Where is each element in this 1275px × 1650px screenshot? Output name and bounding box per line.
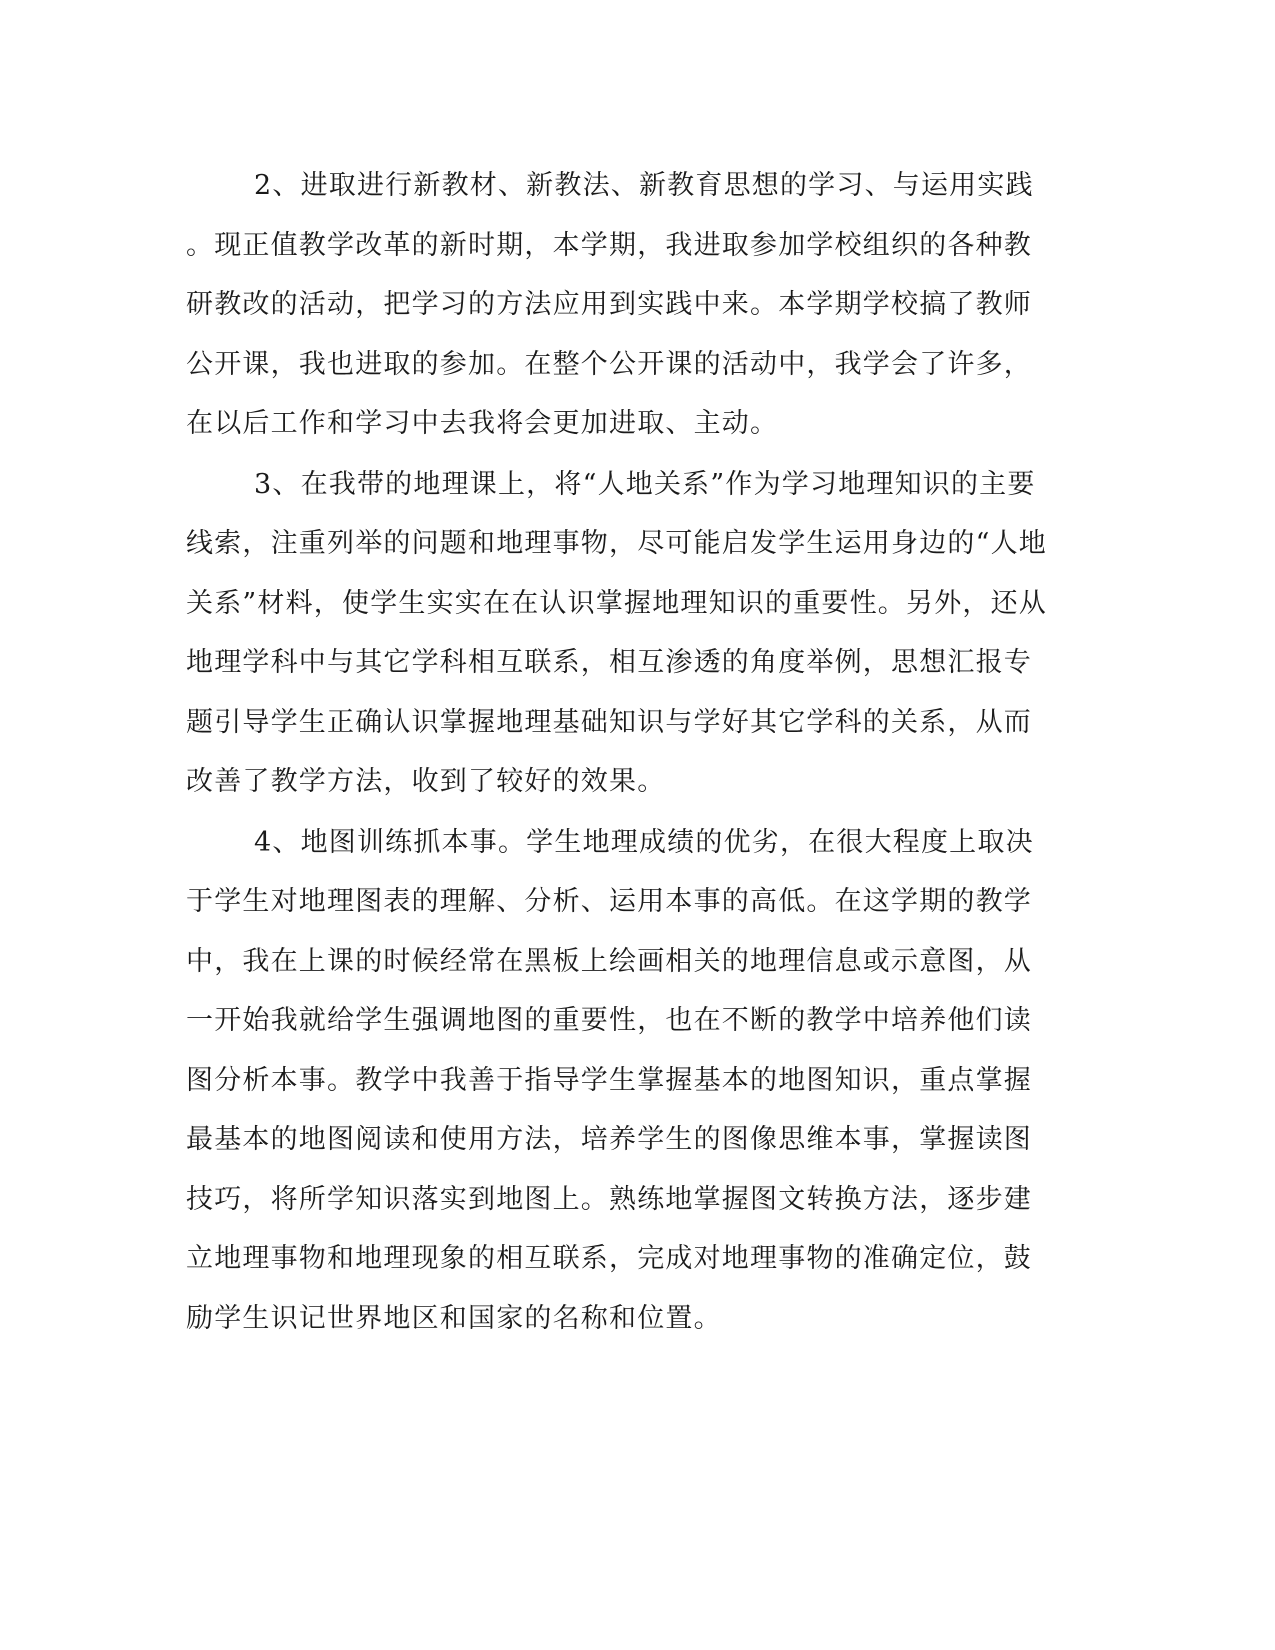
text-line: 地理学科中与其它学科相互联系，相互渗透的角度举例，思想汇报专 bbox=[186, 647, 1032, 678]
text-line: 题引导学生正确认识掌握地理基础知识与学好其它学科的关系，从而 bbox=[186, 706, 1032, 738]
text-line: 最基本的地图阅读和使用方法，培养学生的图像思维本事，掌握读图 bbox=[186, 1124, 1032, 1155]
text-line: 线索，注重列举的问题和地理事物，尽可能启发学生运用身边的“人地 bbox=[186, 528, 1048, 559]
text-line: 一开始我就给学生强调地图的重要性，也在不断的教学中培养他们读 bbox=[186, 1005, 1032, 1036]
text-line: 改善了教学方法，收到了较好的效果。 bbox=[186, 766, 666, 797]
text-line: 立地理事物和地理现象的相互联系，完成对地理事物的准确定位，鼓 bbox=[186, 1243, 1032, 1274]
text-line: 于学生对地理图表的理解、分析、运用本事的高低。在这学期的教学 bbox=[186, 886, 1032, 917]
text-line: 中，我在上课的时候经常在黑板上绘画相关的地理信息或示意图，从 bbox=[186, 945, 1032, 977]
text-line: 4、地图训练抓本事。学生地理成绩的优劣，在很大程度上取决 bbox=[254, 826, 1034, 858]
text-line: 。现正值教学改革的新时期，本学期，我进取参加学校组织的各种教 bbox=[186, 229, 1032, 261]
text-line: 研教改的活动，把学习的方法应用到实践中来。本学期学校搞了教师 bbox=[186, 289, 1032, 320]
text-line: 2、进取进行新教材、新教法、新教育思想的学习、与运用实践 bbox=[254, 170, 1034, 201]
text-line: 技巧，将所学知识落实到地图上。熟练地掌握图文转换方法，逐步建 bbox=[186, 1183, 1032, 1215]
paragraph-2 bbox=[186, 156, 1046, 454]
text-line: 在以后工作和学习中去我将会更加进取、主动。 bbox=[186, 408, 779, 439]
paragraph-4 bbox=[186, 813, 1046, 1349]
text-line: 3、在我带的地理课上，将“人地关系”作为学习地理知识的主要 bbox=[254, 468, 1036, 500]
paragraph-3 bbox=[186, 455, 1046, 812]
text-line: 公开课，我也进取的参加。在整个公开课的活动中，我学会了许多， bbox=[186, 348, 1032, 380]
document-body bbox=[186, 156, 1046, 1349]
text-line: 图分析本事。教学中我善于指导学生掌握基本的地图知识，重点掌握 bbox=[186, 1064, 1032, 1096]
text-line: 励学生识记世界地区和国家的名称和位置。 bbox=[186, 1302, 722, 1334]
text-line: 关系”材料，使学生实实在在认识掌握地理知识的重要性。另外，还从 bbox=[186, 587, 1048, 619]
